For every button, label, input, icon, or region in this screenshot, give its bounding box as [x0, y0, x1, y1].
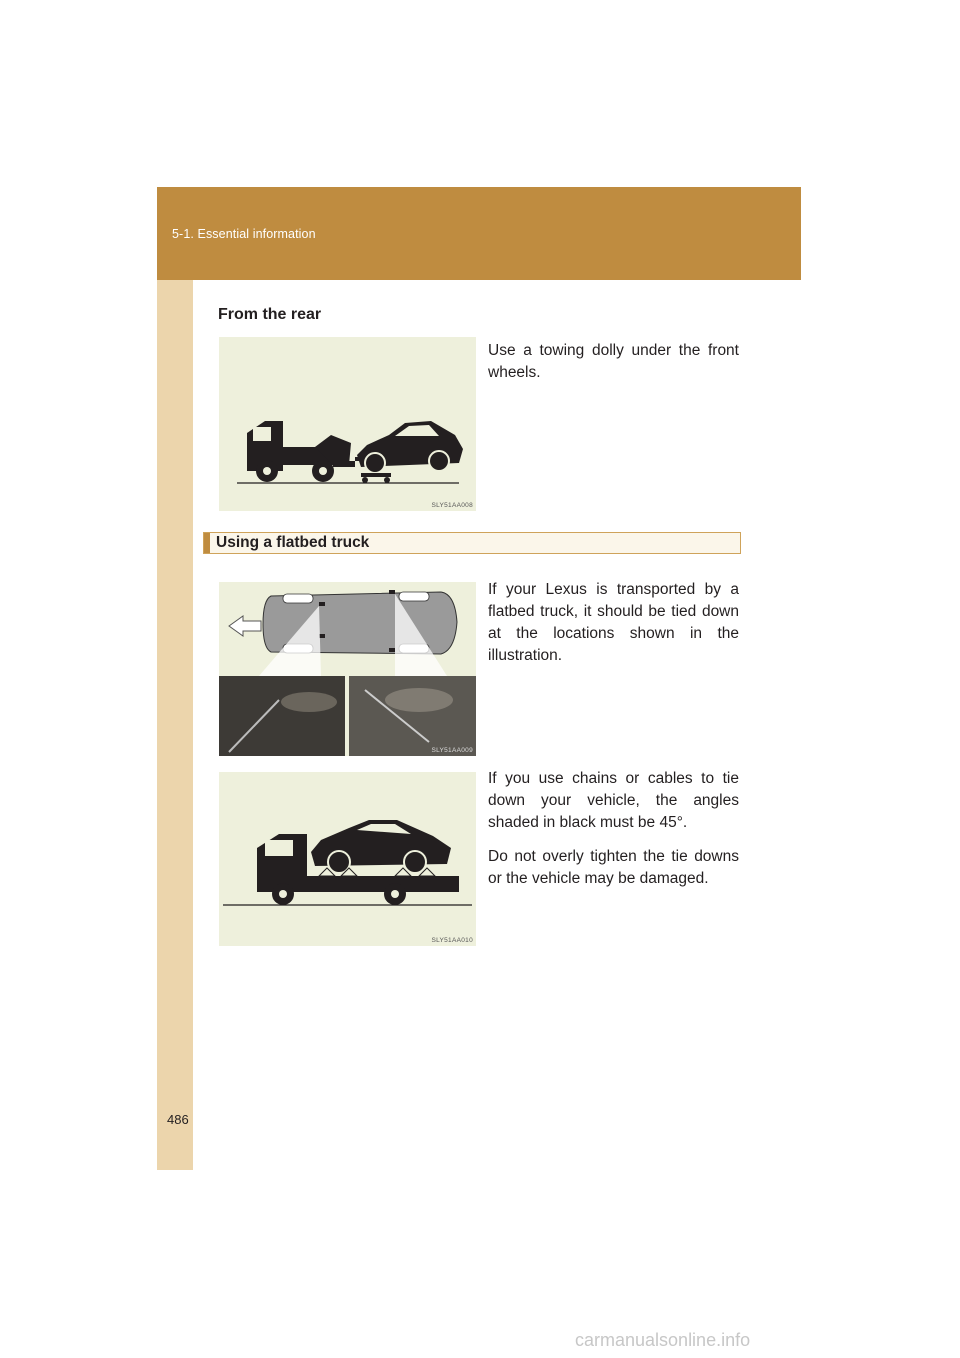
watermark: carmanualsonline.info [575, 1330, 751, 1350]
section-heading-bar [203, 532, 741, 554]
tie-down-locations-figure [219, 582, 476, 756]
section-accent [204, 533, 210, 553]
from-rear-text [488, 340, 739, 396]
tow-truck-illustration [219, 337, 476, 511]
page-number: 486 [167, 1112, 189, 1127]
flatbed-truck-figure [219, 772, 476, 946]
flatbed-heading: Using a flatbed truck [216, 534, 370, 551]
figure-code: SLY51AA010 [431, 937, 473, 944]
from-rear-heading: From the rear [218, 306, 322, 323]
flatbed-paragraph: If your Lexus is transported by a flatbed truck, it should be tied down at the locations shown in the illustration. [488, 581, 739, 664]
tie-down-text [488, 768, 739, 902]
flatbed-truck-illustration [219, 772, 476, 946]
tie-down-diagram [219, 582, 476, 756]
side-strip [157, 187, 193, 1170]
tow-from-rear-figure [219, 337, 476, 511]
figure-code: SLY51AA009 [431, 747, 473, 754]
flatbed-text [488, 579, 739, 679]
tie-down-paragraph-1: If you use chains or cables to tie down your vehicle, the angles shaded in black must be 45°. [488, 770, 739, 831]
from-rear-paragraph: Use a towing dolly under the front wheels. [488, 342, 739, 381]
figure-code: SLY51AA008 [431, 502, 473, 509]
tie-down-paragraph-2: Do not overly tighten the tie downs or the vehicle may be damaged. [488, 848, 739, 887]
section-label: 5-1. Essential information [172, 227, 316, 241]
